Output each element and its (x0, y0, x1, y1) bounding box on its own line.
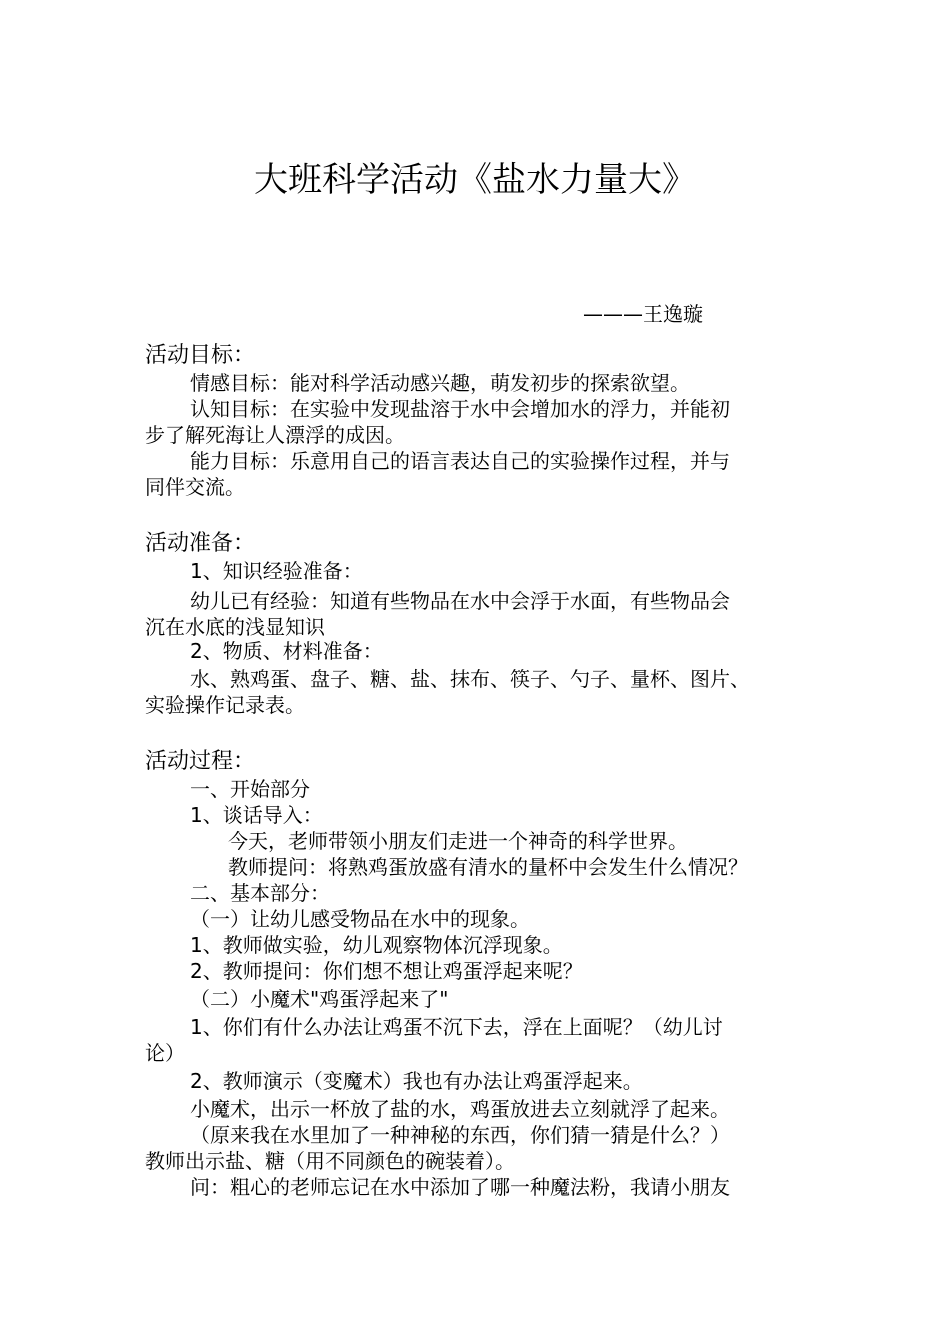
process-line: 二、基本部分： (190, 881, 330, 905)
process-line: 论） (145, 1041, 185, 1065)
goal-line: 能力目标：乐意用自己的语言表达自己的实验操作过程，并与 (190, 449, 730, 473)
process-line: 今天，老师带领小朋友们走进一个神奇的科学世界。 (228, 829, 688, 853)
process-line: （一）让幼儿感受物品在水中的现象。 (190, 907, 530, 931)
goal-line: 步了解死海让人漂浮的成因。 (145, 423, 405, 447)
goals-heading: 活动目标： (145, 343, 256, 368)
process-line: （原来我在水里加了一种神秘的东西，你们猜一猜是什么？） (190, 1123, 730, 1147)
goal-line: 认知目标：在实验中发现盐溶于水中会增加水的浮力，并能初 (190, 397, 730, 421)
process-line: 1、你们有什么办法让鸡蛋不沉下去，浮在上面呢？（幼儿讨 (190, 1015, 723, 1039)
process-line: 教师出示盐、糖（用不同颜色的碗装着）。 (145, 1149, 515, 1173)
process-heading: 活动过程： (145, 749, 256, 774)
process-line: （二）小魔术"鸡蛋浮起来了" (190, 987, 449, 1011)
goal-line: 同伴交流。 (145, 475, 245, 499)
preparation-line: 幼儿已有经验：知道有些物品在水中会浮于水面，有些物品会 (190, 589, 730, 613)
process-line: 教师提问：将熟鸡蛋放盛有清水的量杯中会发生什么情况？ (228, 855, 748, 879)
process-line: 小魔术，出示一杯放了盐的水，鸡蛋放进去立刻就浮了起来。 (190, 1097, 730, 1121)
author-line: ———王逸璇 (583, 302, 703, 326)
preparation-line: 1、知识经验准备： (190, 559, 363, 583)
process-line: 2、教师提问：你们想不想让鸡蛋浮起来呢？ (190, 959, 583, 983)
process-line: 一、开始部分 (190, 777, 310, 801)
preparation-heading: 活动准备： (145, 531, 256, 556)
preparation-line: 沉在水底的浅显知识 (145, 615, 325, 639)
preparation-line: 水、熟鸡蛋、盘子、糖、盐、抹布、筷子、勺子、量杯、图片、 (190, 667, 750, 691)
process-line: 2、教师演示（变魔术）我也有办法让鸡蛋浮起来。 (190, 1069, 643, 1093)
goal-line: 情感目标：能对科学活动感兴趣，萌发初步的探索欲望。 (190, 371, 690, 395)
process-line: 1、谈话导入： (190, 803, 323, 827)
process-line: 问：粗心的老师忘记在水中添加了哪一种魔法粉，我请小朋友 (190, 1175, 730, 1199)
preparation-line: 2、物质、材料准备： (190, 639, 383, 663)
preparation-line: 实验操作记录表。 (145, 693, 305, 717)
process-line: 1、教师做实验，幼儿观察物体沉浮现象。 (190, 933, 563, 957)
document-title: 大班科学活动《盐水力量大》 (254, 160, 696, 200)
